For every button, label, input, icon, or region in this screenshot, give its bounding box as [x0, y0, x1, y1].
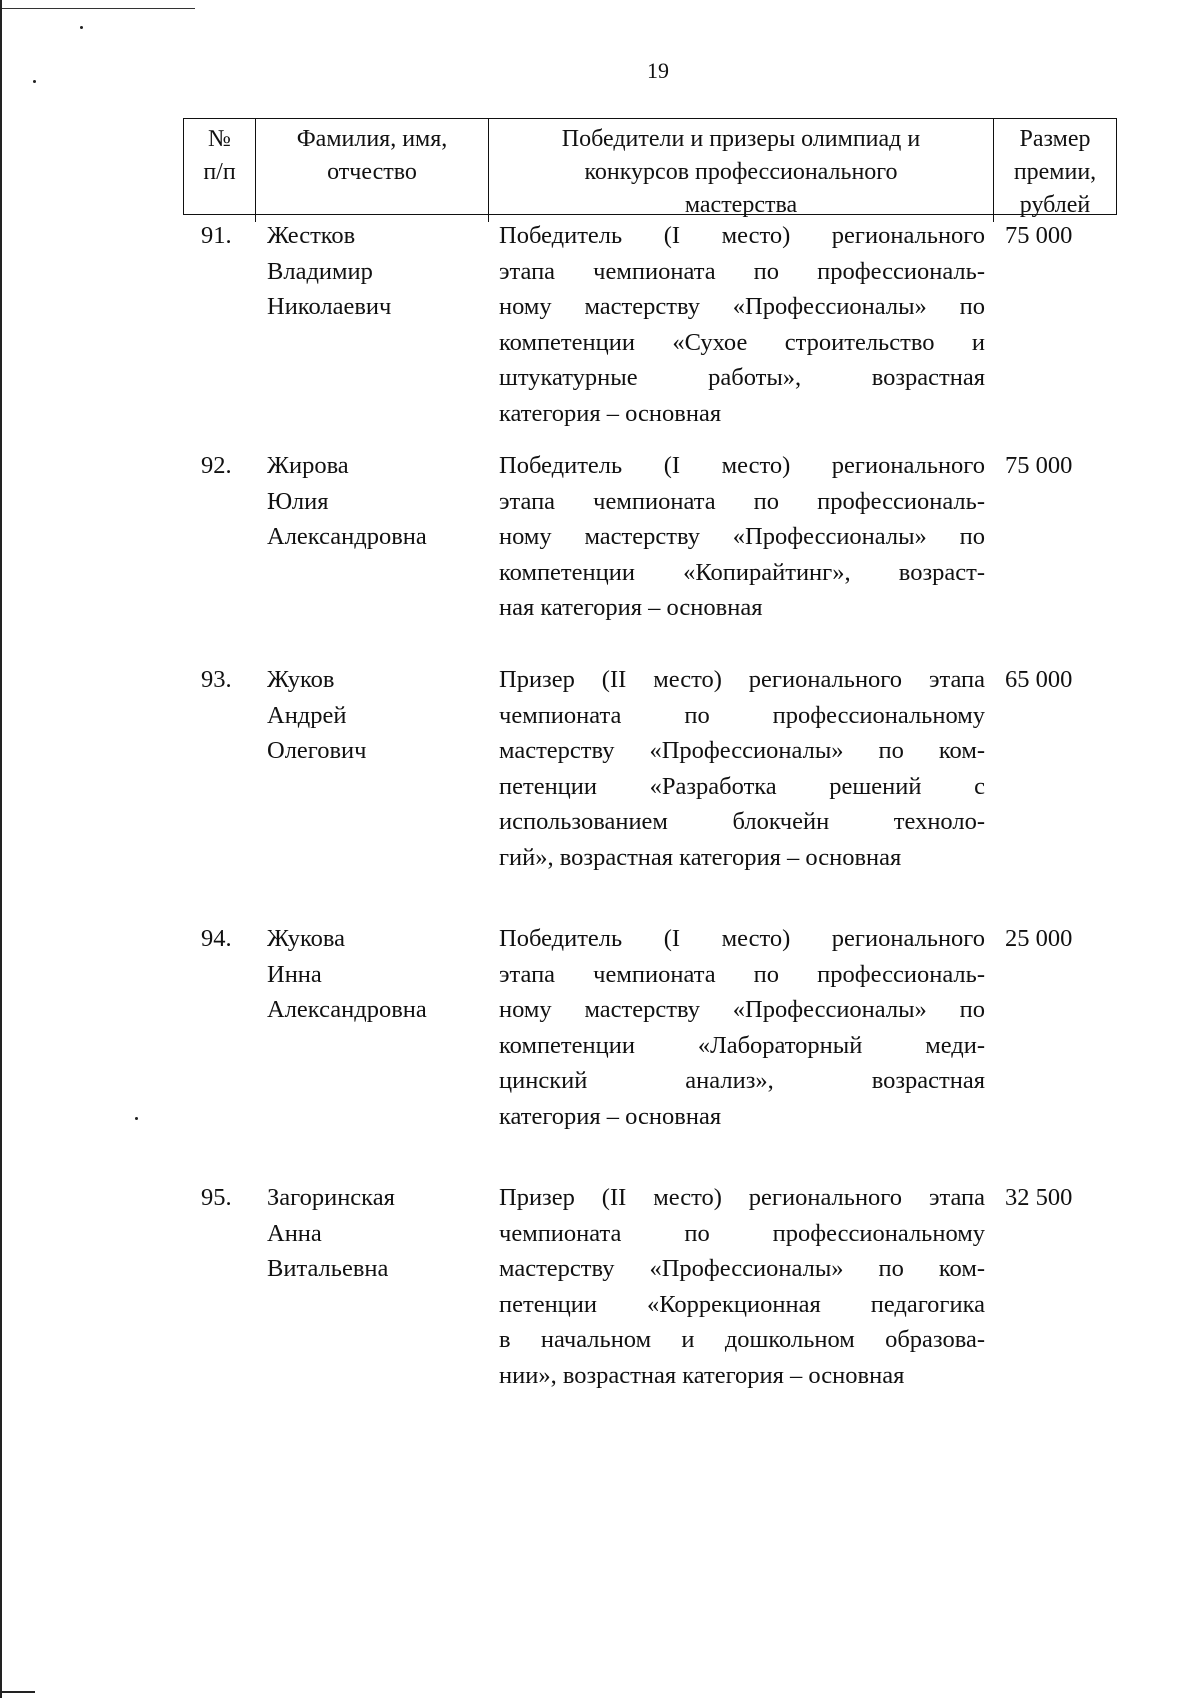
surname: Загоринская — [267, 1184, 395, 1211]
surname: Жирова — [267, 452, 349, 479]
row-amount: 25 000 — [1005, 925, 1073, 952]
description-line: ному мастерству «Профессионалы» по — [499, 996, 985, 1023]
description-line: Призер (II место) регионального этапа — [499, 666, 985, 693]
description-line: ному мастерству «Профессионалы» по — [499, 293, 985, 320]
row-amount: 65 000 — [1005, 666, 1073, 693]
first-name: Андрей — [267, 701, 347, 729]
header-amount: Размер премии, рублей — [1013, 126, 1097, 218]
patronymic: Николаевич — [267, 293, 392, 320]
description-line: ному мастерству «Профессионалы» по — [499, 523, 985, 550]
row-number: 91. — [201, 222, 232, 249]
patronymic: Александровна — [267, 523, 427, 550]
row-number: 92. — [201, 452, 232, 479]
row-number: 93. — [201, 666, 232, 693]
first-name: Владимир — [267, 257, 373, 285]
header-number: № п/п — [184, 119, 256, 222]
row-description — [499, 662, 985, 875]
row-name — [267, 921, 487, 1028]
patronymic: Олегович — [267, 737, 367, 764]
header-name: Фамилия, имя, отчество — [256, 119, 489, 222]
description-line: Победитель (I место) регионального — [499, 925, 985, 952]
description-line: Победитель (I место) регионального — [499, 452, 985, 479]
row-amount: 75 000 — [1005, 222, 1073, 249]
row-name — [267, 218, 487, 325]
row-number: 94. — [201, 925, 232, 952]
description-line: нии», возрастная категория – основная — [499, 1361, 905, 1389]
description-line: использованием блокчейн техноло- — [499, 808, 985, 835]
first-name: Инна — [267, 960, 322, 988]
row-amount: 75 000 — [1005, 452, 1073, 479]
surname: Жукова — [267, 925, 346, 952]
description-line: петенции «Разработка решений с — [499, 772, 985, 800]
row-number: 95. — [201, 1184, 232, 1211]
scan-speck — [135, 1117, 138, 1120]
surname: Жестков — [267, 222, 356, 249]
description-line: Призер (II место) регионального этапа — [499, 1184, 985, 1211]
description-line: чемпионата по профессиональному — [499, 1219, 985, 1247]
description-line: в начальном и дошкольном образова- — [499, 1326, 985, 1353]
first-name: Юлия — [267, 487, 329, 515]
description-line: этапа чемпионата по профессиональ- — [499, 487, 985, 515]
header-description: Победители и призеры олимпиад и конкурсов профессионального мастерства — [489, 119, 994, 222]
surname: Жуков — [267, 666, 335, 693]
description-line: петенции «Коррекционная педагогика — [499, 1290, 985, 1318]
row-amount: 32 500 — [1005, 1184, 1073, 1211]
row-name — [267, 1180, 487, 1287]
scan-edge-top — [0, 8, 195, 9]
page-number: 19 — [647, 58, 669, 83]
description-line: гий», возрастная категория – основная — [499, 843, 902, 871]
description-line: этапа чемпионата по профессиональ- — [499, 960, 985, 988]
patronymic: Витальевна — [267, 1255, 389, 1282]
description-line: цинский анализ», возрастная — [499, 1067, 985, 1094]
row-name — [267, 662, 487, 769]
row-description — [499, 218, 985, 431]
description-line: штукатурные работы», возрастная — [499, 364, 985, 391]
description-line: ная категория – основная — [499, 594, 763, 621]
row-description — [499, 1180, 985, 1393]
description-line: чемпионата по профессиональному — [499, 701, 985, 729]
description-line: мастерству «Профессионалы» по ком- — [499, 1255, 985, 1282]
first-name: Анна — [267, 1219, 322, 1247]
scan-edge-left — [0, 0, 2, 1698]
patronymic: Александровна — [267, 996, 427, 1023]
description-line: компетенции «Сухое строительство и — [499, 328, 985, 356]
row-name — [267, 448, 487, 555]
scan-edge-bottom — [0, 1691, 35, 1693]
description-line: категория – основная — [499, 1102, 722, 1130]
table-header — [183, 118, 1117, 218]
description-line: этапа чемпионата по профессиональ- — [499, 257, 985, 285]
row-description — [499, 921, 985, 1134]
row-description — [499, 448, 985, 626]
description-line: категория – основная — [499, 399, 722, 427]
description-line: компетенции «Лабораторный меди- — [499, 1031, 985, 1059]
scan-speck — [80, 26, 83, 29]
description-line: Победитель (I место) регионального — [499, 222, 985, 249]
description-line: компетенции «Копирайтинг», возраст- — [499, 558, 985, 586]
description-line: мастерству «Профессионалы» по ком- — [499, 737, 985, 764]
